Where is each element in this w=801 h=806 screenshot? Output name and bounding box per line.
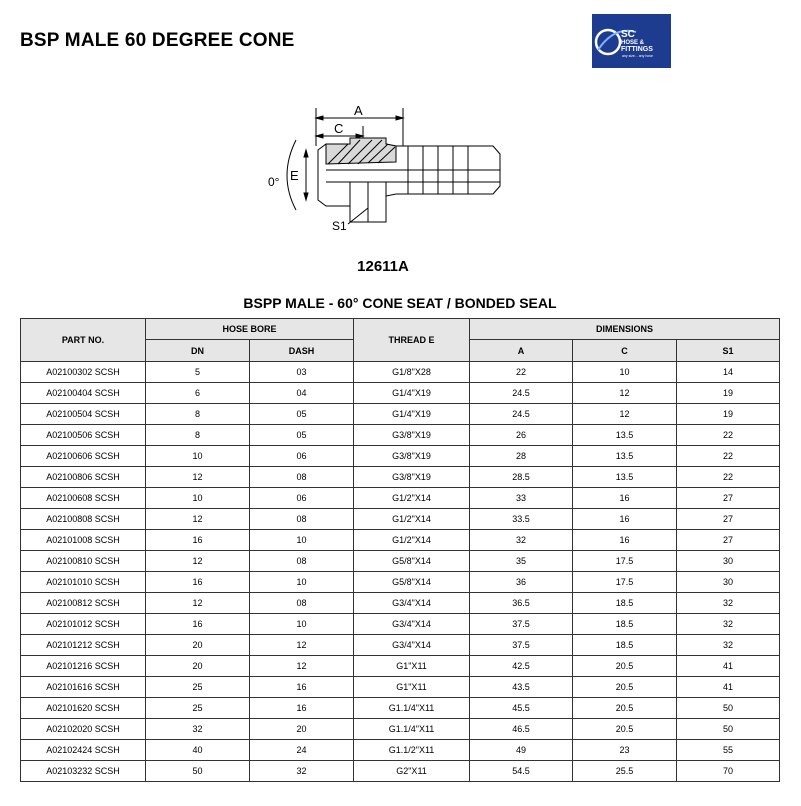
logo-line3: FITTINGS xyxy=(621,46,653,53)
thread-cell: G3/8"X19 xyxy=(354,425,470,446)
dash-cell: 08 xyxy=(250,509,354,530)
dim-c-cell: 17.5 xyxy=(573,551,677,572)
dim-a-cell: 28 xyxy=(470,446,573,467)
header-dimensions: DIMENSIONS xyxy=(470,319,780,340)
dash-cell: 08 xyxy=(250,551,354,572)
table-row xyxy=(21,593,780,614)
dn-cell: 20 xyxy=(146,635,250,656)
dim-s1-cell: 14 xyxy=(677,362,780,383)
dn-cell: 8 xyxy=(146,425,250,446)
dn-cell: 12 xyxy=(146,509,250,530)
dim-c-cell: 13.5 xyxy=(573,467,677,488)
thread-cell: G1/2"X14 xyxy=(354,530,470,551)
dim-c-cell: 18.5 xyxy=(573,593,677,614)
part-no-cell: A02100504 SCSH xyxy=(21,404,146,425)
dim-c-cell: 18.5 xyxy=(573,635,677,656)
table-row xyxy=(21,740,780,761)
part-no-cell: A02103232 SCSH xyxy=(21,761,146,782)
dash-cell: 08 xyxy=(250,593,354,614)
dim-c-cell: 13.5 xyxy=(573,446,677,467)
dn-cell: 12 xyxy=(146,467,250,488)
dim-s1-cell: 22 xyxy=(677,425,780,446)
table-title: BSPP MALE - 60° CONE SEAT / BONDED SEAL xyxy=(243,295,557,311)
dash-cell: 10 xyxy=(250,614,354,635)
dash-cell: 04 xyxy=(250,383,354,404)
part-no-cell: A02100404 SCSH xyxy=(21,383,146,404)
dim-a-cell: 36.5 xyxy=(470,593,573,614)
thread-cell: G1/8"X28 xyxy=(354,362,470,383)
table-row xyxy=(21,446,780,467)
part-no-cell: A02101216 SCSH xyxy=(21,656,146,677)
dn-cell: 25 xyxy=(146,677,250,698)
dim-c-cell: 23 xyxy=(573,740,677,761)
table-body xyxy=(21,362,780,782)
part-no-cell: A02101616 SCSH xyxy=(21,677,146,698)
dim-s1-cell: 55 xyxy=(677,740,780,761)
logo-tagline: any size... any hose xyxy=(622,54,653,58)
dn-cell: 8 xyxy=(146,404,250,425)
dim-a-cell: 46.5 xyxy=(470,719,573,740)
dn-cell: 5 xyxy=(146,362,250,383)
dim-c-cell: 18.5 xyxy=(573,614,677,635)
part-no-cell: A02100808 SCSH xyxy=(21,509,146,530)
dim-a-cell: 28.5 xyxy=(470,467,573,488)
dash-cell: 32 xyxy=(250,761,354,782)
label-angle: 0° xyxy=(268,175,280,189)
dim-a-cell: 22 xyxy=(470,362,573,383)
table-row xyxy=(21,362,780,383)
dn-cell: 6 xyxy=(146,383,250,404)
part-no-cell: A02100606 SCSH xyxy=(21,446,146,467)
part-no-cell: A02100806 SCSH xyxy=(21,467,146,488)
spec-table xyxy=(20,318,780,782)
table-row xyxy=(21,572,780,593)
label-c: C xyxy=(334,121,344,136)
thread-cell: G1"X11 xyxy=(354,677,470,698)
thread-cell: G2"X11 xyxy=(354,761,470,782)
part-no-cell: A02100810 SCSH xyxy=(21,551,146,572)
part-no-cell: A02101008 SCSH xyxy=(21,530,146,551)
dim-s1-cell: 27 xyxy=(677,488,780,509)
dim-c-cell: 20.5 xyxy=(573,719,677,740)
dash-cell: 20 xyxy=(250,719,354,740)
dn-cell: 12 xyxy=(146,593,250,614)
thread-cell: G1.1/4"X11 xyxy=(354,719,470,740)
part-no-cell: A02100302 SCSH xyxy=(21,362,146,383)
label-a: A xyxy=(354,103,363,118)
table-row xyxy=(21,719,780,740)
header-c: C xyxy=(573,340,677,362)
dim-s1-cell: 41 xyxy=(677,656,780,677)
dim-c-cell: 10 xyxy=(573,362,677,383)
table-row xyxy=(21,509,780,530)
dim-s1-cell: 50 xyxy=(677,698,780,719)
dim-a-cell: 54.5 xyxy=(470,761,573,782)
dim-s1-cell: 22 xyxy=(677,467,780,488)
thread-cell: G1/4"X19 xyxy=(354,404,470,425)
header-dash: DASH xyxy=(250,340,354,362)
dash-cell: 12 xyxy=(250,656,354,677)
dn-cell: 10 xyxy=(146,488,250,509)
table-row xyxy=(21,698,780,719)
dim-a-cell: 24.5 xyxy=(470,383,573,404)
dim-a-cell: 49 xyxy=(470,740,573,761)
dash-cell: 06 xyxy=(250,488,354,509)
thread-cell: G3/4"X14 xyxy=(354,593,470,614)
label-e: E xyxy=(290,168,299,183)
thread-cell: G3/8"X19 xyxy=(354,467,470,488)
table-row xyxy=(21,635,780,656)
dim-s1-cell: 27 xyxy=(677,509,780,530)
model-number: 12611A xyxy=(357,258,409,275)
part-no-cell: A02101012 SCSH xyxy=(21,614,146,635)
dim-a-cell: 33 xyxy=(470,488,573,509)
part-no-cell: A02101212 SCSH xyxy=(21,635,146,656)
thread-cell: G3/8"X19 xyxy=(354,446,470,467)
dim-c-cell: 16 xyxy=(573,488,677,509)
part-no-cell: A02100812 SCSH xyxy=(21,593,146,614)
fitting-drawing xyxy=(268,98,508,243)
part-no-cell: A02102424 SCSH xyxy=(21,740,146,761)
dim-a-cell: 37.5 xyxy=(470,614,573,635)
thread-cell: G1/2"X14 xyxy=(354,509,470,530)
dn-cell: 16 xyxy=(146,572,250,593)
thread-cell: G5/8"X14 xyxy=(354,572,470,593)
table-row xyxy=(21,425,780,446)
header-hose-bore: HOSE BORE xyxy=(146,319,354,340)
dim-c-cell: 17.5 xyxy=(573,572,677,593)
thread-cell: G5/8"X14 xyxy=(354,551,470,572)
table-row xyxy=(21,761,780,782)
dim-s1-cell: 19 xyxy=(677,383,780,404)
dash-cell: 05 xyxy=(250,404,354,425)
dim-a-cell: 32 xyxy=(470,530,573,551)
dim-a-cell: 35 xyxy=(470,551,573,572)
dim-s1-cell: 22 xyxy=(677,446,780,467)
page-title: BSP MALE 60 DEGREE CONE xyxy=(20,30,295,51)
dim-s1-cell: 32 xyxy=(677,635,780,656)
table-row xyxy=(21,383,780,404)
table-row xyxy=(21,677,780,698)
logo-line2: HOSE & xyxy=(621,40,645,46)
header-a: A xyxy=(470,340,573,362)
part-no-cell: A02101620 SCSH xyxy=(21,698,146,719)
dim-s1-cell: 70 xyxy=(677,761,780,782)
dim-c-cell: 12 xyxy=(573,383,677,404)
dim-a-cell: 33.5 xyxy=(470,509,573,530)
thread-cell: G3/4"X14 xyxy=(354,614,470,635)
dash-cell: 10 xyxy=(250,572,354,593)
table-row xyxy=(21,488,780,509)
dn-cell: 50 xyxy=(146,761,250,782)
dim-s1-cell: 41 xyxy=(677,677,780,698)
dim-a-cell: 24.5 xyxy=(470,404,573,425)
dash-cell: 06 xyxy=(250,446,354,467)
table-row xyxy=(21,530,780,551)
header-s1: S1 xyxy=(677,340,780,362)
dim-c-cell: 12 xyxy=(573,404,677,425)
table-row xyxy=(21,614,780,635)
dash-cell: 24 xyxy=(250,740,354,761)
dim-a-cell: 36 xyxy=(470,572,573,593)
dim-c-cell: 25.5 xyxy=(573,761,677,782)
dim-a-cell: 42.5 xyxy=(470,656,573,677)
dash-cell: 12 xyxy=(250,635,354,656)
dim-a-cell: 37.5 xyxy=(470,635,573,656)
thread-cell: G1/2"X14 xyxy=(354,488,470,509)
table-row xyxy=(21,404,780,425)
dim-s1-cell: 30 xyxy=(677,551,780,572)
dim-c-cell: 20.5 xyxy=(573,677,677,698)
logo-line1: SC xyxy=(621,29,635,40)
dn-cell: 20 xyxy=(146,656,250,677)
label-s1: S1 xyxy=(332,219,347,233)
table-row xyxy=(21,467,780,488)
dash-cell: 10 xyxy=(250,530,354,551)
dim-c-cell: 13.5 xyxy=(573,425,677,446)
thread-cell: G1"X11 xyxy=(354,656,470,677)
dash-cell: 05 xyxy=(250,425,354,446)
dash-cell: 16 xyxy=(250,698,354,719)
header-part-no: PART NO. xyxy=(21,319,146,362)
thread-cell: G1/4"X19 xyxy=(354,383,470,404)
part-no-cell: A02100608 SCSH xyxy=(21,488,146,509)
table-row xyxy=(21,656,780,677)
dn-cell: 32 xyxy=(146,719,250,740)
dim-s1-cell: 19 xyxy=(677,404,780,425)
dash-cell: 16 xyxy=(250,677,354,698)
dim-s1-cell: 27 xyxy=(677,530,780,551)
dash-cell: 08 xyxy=(250,467,354,488)
dn-cell: 16 xyxy=(146,614,250,635)
part-no-cell: A02102020 SCSH xyxy=(21,719,146,740)
dn-cell: 40 xyxy=(146,740,250,761)
dn-cell: 10 xyxy=(146,446,250,467)
header-thread: THREAD E xyxy=(354,319,470,362)
dim-c-cell: 20.5 xyxy=(573,698,677,719)
dn-cell: 12 xyxy=(146,551,250,572)
dim-s1-cell: 32 xyxy=(677,593,780,614)
dim-a-cell: 26 xyxy=(470,425,573,446)
dim-s1-cell: 30 xyxy=(677,572,780,593)
dim-s1-cell: 50 xyxy=(677,719,780,740)
dim-s1-cell: 32 xyxy=(677,614,780,635)
brand-logo xyxy=(592,14,671,68)
dash-cell: 03 xyxy=(250,362,354,383)
dim-a-cell: 45.5 xyxy=(470,698,573,719)
thread-cell: G3/4"X14 xyxy=(354,635,470,656)
part-no-cell: A02101010 SCSH xyxy=(21,572,146,593)
dim-c-cell: 16 xyxy=(573,530,677,551)
thread-cell: G1.1/4"X11 xyxy=(354,698,470,719)
thread-cell: G1.1/2"X11 xyxy=(354,740,470,761)
dim-a-cell: 43.5 xyxy=(470,677,573,698)
dim-c-cell: 16 xyxy=(573,509,677,530)
dn-cell: 16 xyxy=(146,530,250,551)
part-no-cell: A02100506 SCSH xyxy=(21,425,146,446)
header-dn: DN xyxy=(146,340,250,362)
dn-cell: 25 xyxy=(146,698,250,719)
dim-c-cell: 20.5 xyxy=(573,656,677,677)
table-row xyxy=(21,551,780,572)
